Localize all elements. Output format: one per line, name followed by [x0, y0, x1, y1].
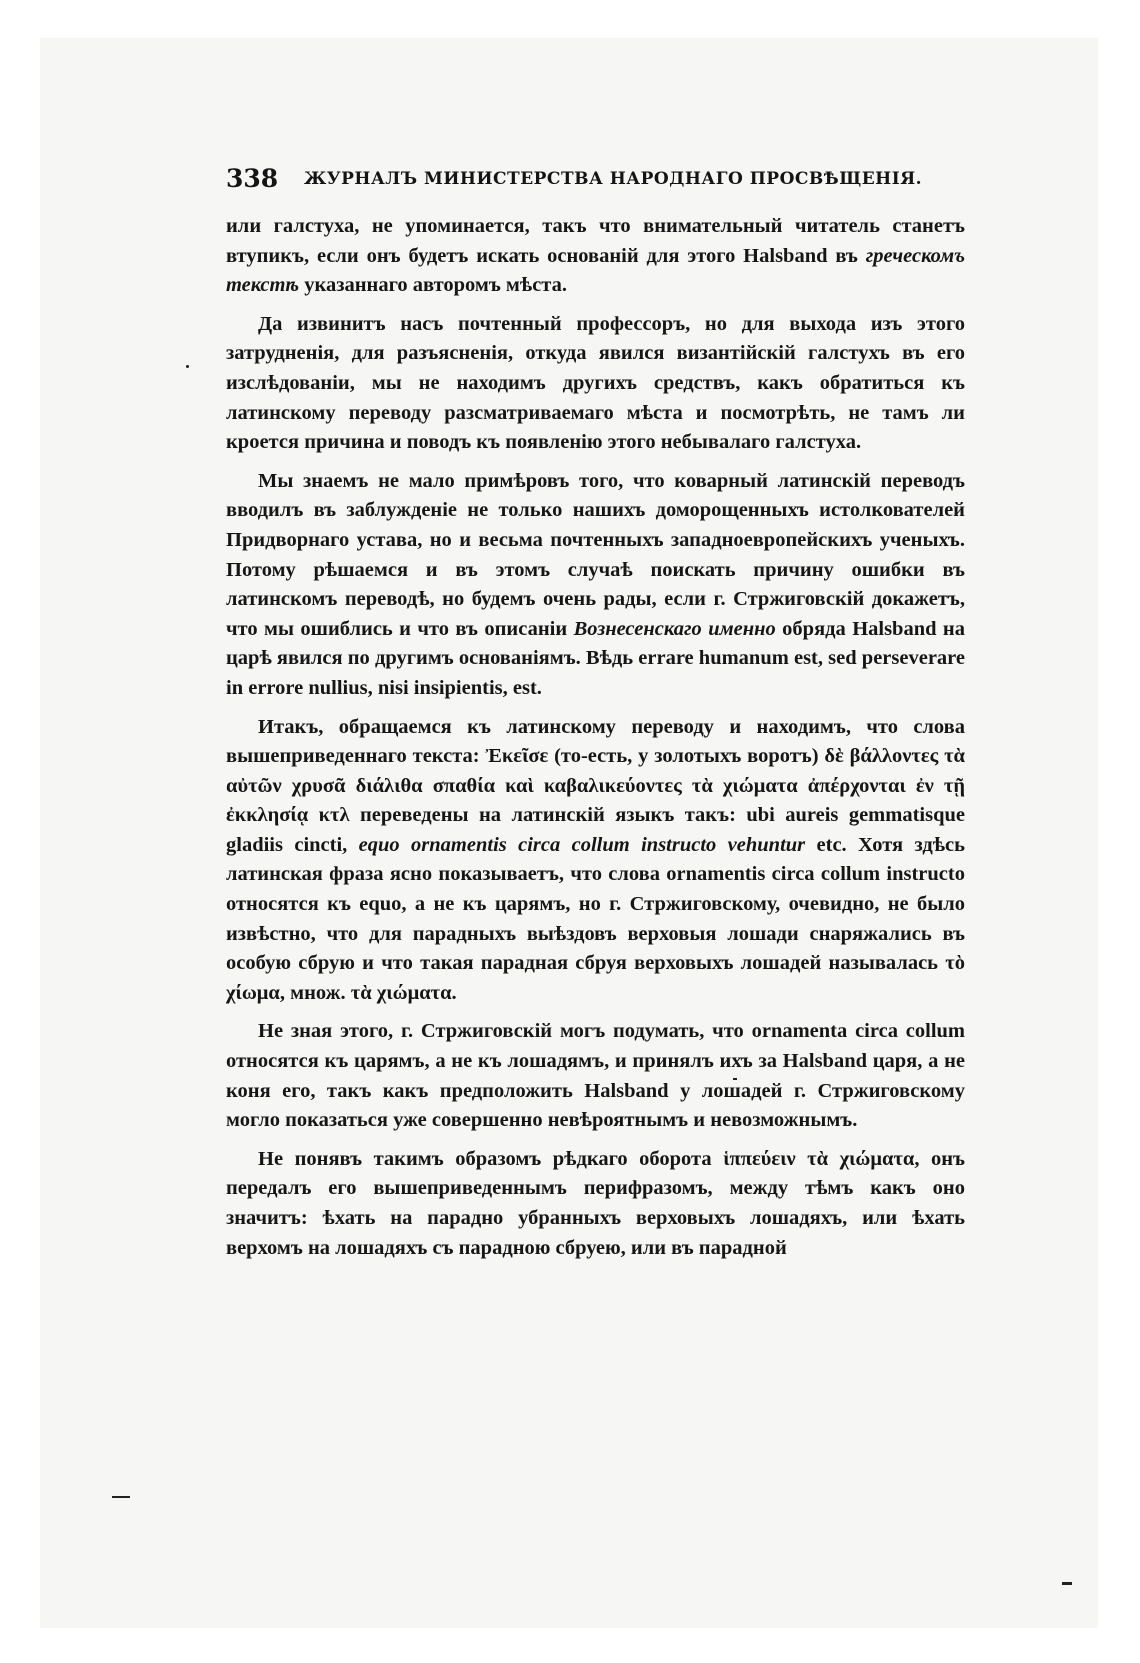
emphasis-text: Вознесенскаго именно [573, 617, 776, 640]
paragraph-text: обряда Halsband на царѣ явился по другимъ основаніямъ. Вѣдь errare humanum est, sed perseverare in errore nullius, nisi insipientis, est. [226, 617, 965, 699]
paragraph-text: Мы знаемъ не мало примѣровъ того, что коварный латинскій переводъ вводилъ въ заблужденіе не только нашихъ доморощенныхъ истолкователей Придворнаго устава, но и весьма почтенныхъ западноевропейскихъ ученыхъ. Потому рѣшаемся и въ этомъ случаѣ поискать причину ошибки въ латинскомъ переводѣ, но будемъ очень рады, если г. Стржиговскій докажетъ, что мы ошиблись и что въ описаніи [226, 469, 965, 640]
paragraph [226, 1145, 965, 1263]
paragraph-text: Да извинитъ насъ почтенный профессоръ, но для выхода изъ этого затрудненія, для разъясненія, откуда явился византійскій галстухъ въ его изслѣдованіи, мы не находимъ другихъ средствъ, какъ обратиться къ латинскому переводу разсматриваемаго мѣста и посмотрѣть, не тамъ ли кроется причина и поводъ къ появленію этого небывалаго галстуха. [226, 312, 965, 454]
emphasis-text: греческомъ текстѣ [226, 244, 965, 297]
scan-mark [733, 1078, 737, 1080]
paragraph-text: или галстуха, не упоминается, такъ что внимательный читатель станетъ втупикъ, если онъ будетъ искать основаній для этого Halsband въ [226, 215, 965, 267]
emphasis-text: equo ornamentis circa collum instructo vehuntur [358, 833, 806, 856]
paragraph [226, 1017, 965, 1135]
paragraph [226, 212, 965, 301]
running-title: ЖУРНАЛЪ МИНИСТЕРСТВА НАРОДНАГО ПРОСВѢЩЕНІЯ. [304, 169, 923, 189]
page-header [226, 164, 966, 196]
paragraph-text: Итакъ, обращаемся къ латинскому переводу и находимъ, что слова вышеприведеннаго текста: Ἐκεῖσε (то-есть, у золотыхъ воротъ) δὲ βάλλοντες τὰ αὐτῶν χρυσᾶ διάλιθα σπαθία καὶ καβαλικεύοντες τὰ χιώματα ἀπέρχονται ἐν τῇ ἐκκλησίᾳ κτλ переведены на латинскій языкъ такъ: ubi aureis gemmatisque gladiis cincti, [226, 715, 965, 856]
paragraph-text: etc. Хотя здѣсь латинская фраза ясно показываетъ, что слова ornamentis circa collum instructo относятся къ equo, а не къ царямъ, но г. Стржиговскому, очевидно, не было извѣстно, что для парадныхъ выѣздовъ верховыя лошади снаряжались въ особую сбрую и что такая парадная сбруя верховыхъ лошадей называлась τὸ χίωμα, множ. τὰ χιώματα. [226, 833, 965, 1004]
paragraph-text: Не зная этого, г. Стржиговскій могъ подумать, что ornamenta circa collum относятся къ царямъ, а не къ лошадямъ, и принялъ ихъ за Halsband царя, а не коня его, такъ какъ предположить Halsband у лошадей г. Стржиговскому могло показаться уже совершенно невѣроятнымъ и невозможнымъ. [226, 1020, 965, 1132]
paragraph [226, 310, 965, 458]
paragraph-text: указаннаго авторомъ мѣста. [299, 274, 567, 297]
paragraph-text: Не понявъ такимъ образомъ рѣдкаго оборота ἱππεύειν τὰ χιώματα, онъ передалъ его вышеприведеннымъ перифразомъ, между тѣмъ какъ оно значитъ: ѣхать на парадно убранныхъ верховыхъ лошадяхъ, или ѣхать верхомъ на лошадяхъ съ парадною сбруею, или въ парадной [226, 1147, 965, 1259]
page-number: 338 [226, 164, 279, 193]
scan-mark [186, 365, 189, 368]
paragraph [226, 467, 965, 704]
body-text [226, 212, 965, 1272]
scan-mark [1062, 1582, 1072, 1585]
scan-mark [112, 1496, 130, 1498]
paragraph [226, 713, 965, 1009]
